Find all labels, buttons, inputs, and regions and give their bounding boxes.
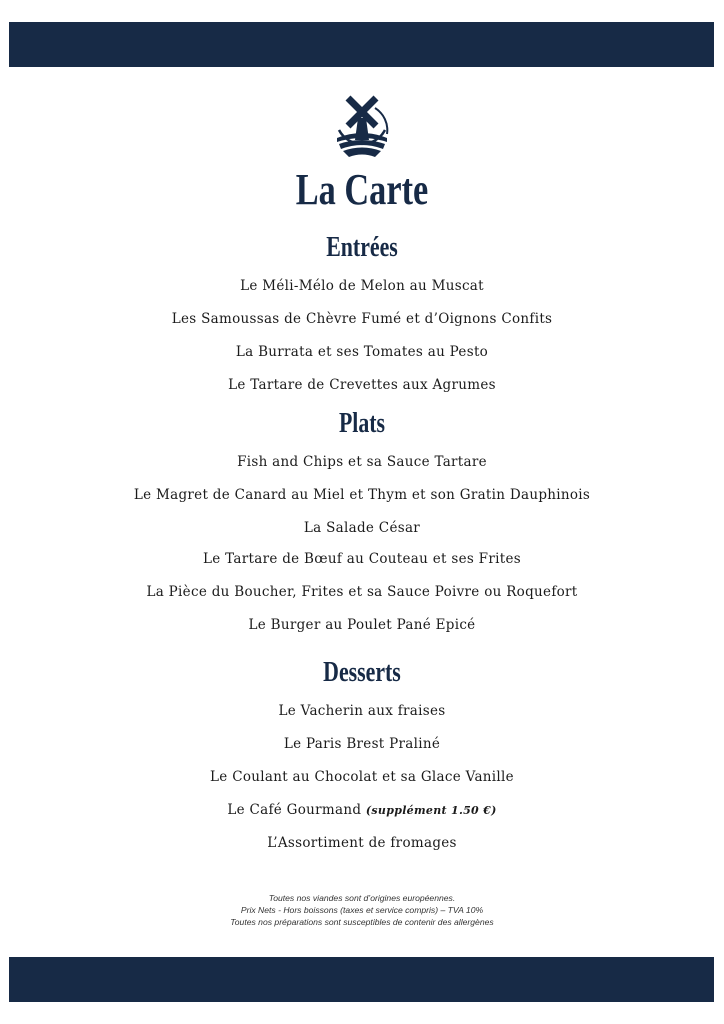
section-heading-desserts: Desserts xyxy=(323,657,401,688)
menu-item: Le Magret de Canard au Miel et Thym et son Gratin Dauphinois xyxy=(133,487,591,503)
windmill-logo-icon xyxy=(331,94,393,162)
header-band xyxy=(9,22,714,67)
section-heading-plats: Plats xyxy=(338,408,386,439)
footer-note-1: Toutes nos viandes sont d’origines européennes. xyxy=(268,893,456,903)
menu-item: Le Burger au Poulet Pané Epicé xyxy=(248,617,476,633)
menu-item: La Burrata et ses Tomates au Pesto xyxy=(235,344,489,360)
menu-item: Le Tartare de Bœuf au Couteau et ses Frites xyxy=(203,551,521,567)
menu-item: L’Assortiment de fromages xyxy=(267,835,457,851)
footer-note-3: Toutes nos préparations sont susceptibles de contenir des allergènes xyxy=(230,917,494,927)
menu-item-label: Le Café Gourmand xyxy=(227,802,362,818)
menu-item: La Salade César xyxy=(303,520,421,536)
menu-item: Le Vacherin aux fraises xyxy=(278,703,446,719)
menu-item: Le Tartare de Crevettes aux Agrumes xyxy=(228,377,496,393)
section-heading-entrees: Entrées xyxy=(326,232,398,263)
menu-item: Le Méli-Mélo de Melon au Muscat xyxy=(240,278,484,294)
page-title: La Carte xyxy=(295,165,429,214)
menu-item: La Pièce du Boucher, Frites et sa Sauce Poivre ou Roquefort xyxy=(146,584,578,600)
menu-item: Le Paris Brest Praliné xyxy=(283,736,441,752)
menu-item-cafe-gourmand xyxy=(0,804,724,818)
menu-item: Le Coulant au Chocolat et sa Glace Vanille xyxy=(210,769,514,785)
menu-item: Fish and Chips et sa Sauce Tartare xyxy=(237,454,487,470)
footer-note-2: Prix Nets - Hors boissons (taxes et service compris) – TVA 10% xyxy=(240,905,484,915)
supplement-note: (supplément 1.50 €) xyxy=(365,804,497,817)
menu-item: Les Samoussas de Chèvre Fumé et d’Oignons Confits xyxy=(171,311,553,327)
footer-band xyxy=(9,957,714,1002)
